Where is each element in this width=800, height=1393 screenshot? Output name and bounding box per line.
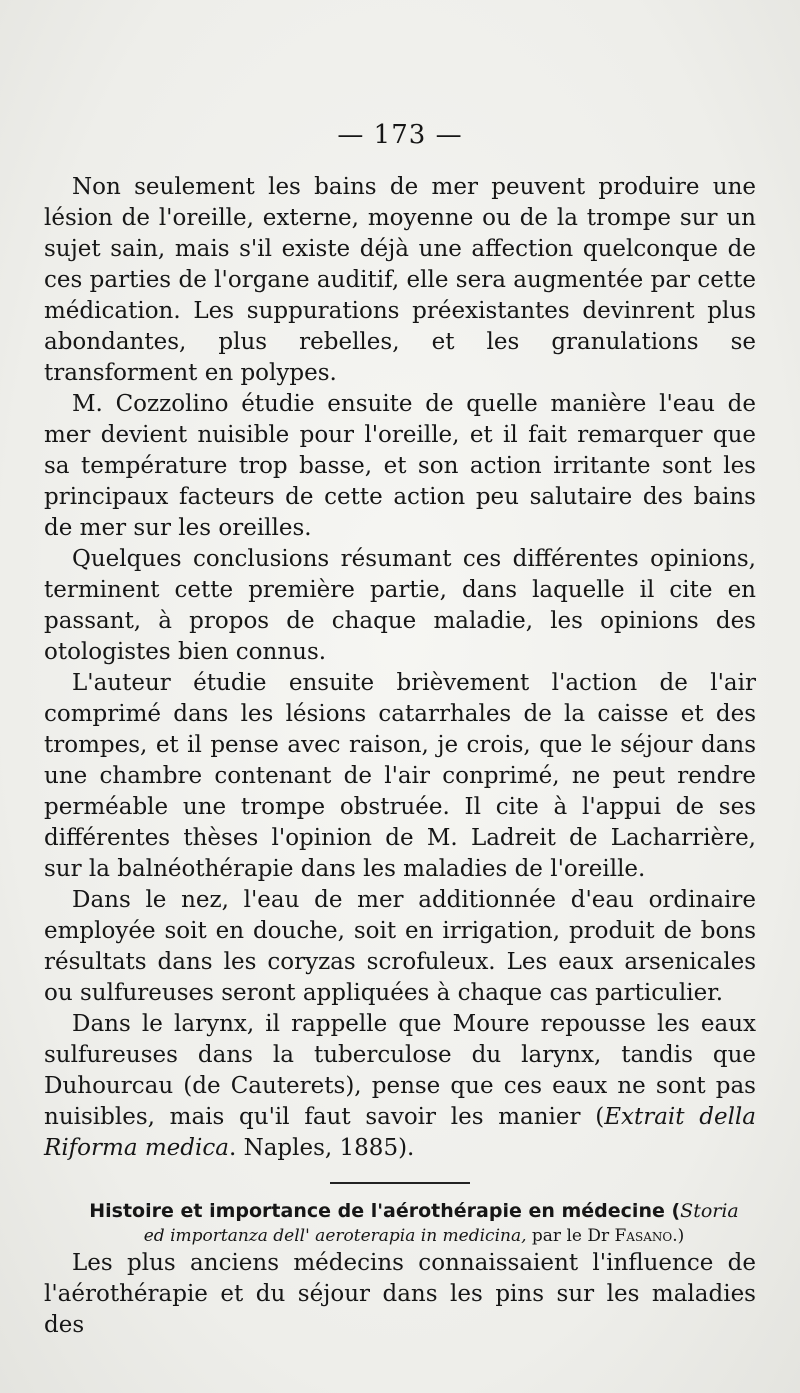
section-subtitle-italic: ed importanza dell' aeroterapia in medicina, [143,1226,527,1246]
paragraph-5: Dans le nez, l'eau de mer additionnée d'eau ordinaire employée soit en douche, soit en irrigation, produit de bons résultats dans les coryzas scrofuleux. Les eaux arsenicales ou sulfureuses seront appliquées à chaque cas particulier. [44,887,756,1006]
citation-title: Extrait della Riforma medica [44,1104,756,1161]
section-author: Fasano [614,1226,673,1246]
body-text [44,172,756,1341]
section-subtitle [44,1224,756,1248]
section-divider [330,1182,470,1184]
section-title-paren: ( [664,1200,681,1222]
paragraph-3: Quelques conclusions résumant ces différentes opinions, terminent cette première partie, dans laquelle il cite en passant, à propos de chaque maladie, les opinions des otologistes bien connus. [44,546,756,665]
paragraph-4: L'auteur étudie ensuite brièvement l'action de l'air comprimé dans les lésions catarrhales de la caisse et des trompes, et il pense avec raison, je crois, que le séjour dans une chambre contenant de l'air conprimé, ne peut rendre perméable une trompe obstruée. Il cite à l'appui de ses différentes thèses l'opinion de M. Ladreit de Lacharrière, sur la balnéothérapie dans les maladies de l'oreille. [44,670,756,882]
section-subtitle-close: .) [672,1226,685,1246]
paragraph-6 [44,1009,756,1164]
section-title-text: Histoire et importance de l'aérothérapie en médecine [89,1200,665,1222]
page-number: — 173 — [337,120,463,150]
paragraph-1: Non seulement les bains de mer peuvent produire une lésion de l'oreille, externe, moyenne ou de la trompe sur un sujet sain, mais s'il existe déjà une affection quelconque de ces parties de l'organe auditif, elle sera augmentée par cette médication. Les suppurations préexistantes devinrent plus abondantes, plus rebelles, et les granulations se transforment en polypes. [44,174,756,386]
citation-tail: . Naples, 1885). [228,1135,415,1161]
paragraph-7: Les plus anciens médecins connaissaient l'influence de l'aérothérapie et du séjour dans les pins sur les maladies des [44,1250,756,1338]
section-subtitle-by: par le Dr [526,1226,615,1246]
section-title-italic: Storia [680,1200,739,1222]
paragraph-2: M. Cozzolino étudie ensuite de quelle manière l'eau de mer devient nuisible pour l'oreille, et il fait remarquer que sa température trop basse, et son action irritante sont les principaux facteurs de cette action peu salutaire des bains de mer sur les oreilles. [44,391,756,541]
paragraph-6-text: Dans le larynx, il rappelle que Moure repousse les eaux sulfureuses dans la tuberculose du larynx, tandis que Duhourcau (de Cauterets), pense que ces eaux ne sont pas nuisibles, mais qu'il faut savoir les manier ( [44,1011,756,1130]
section-title [44,1198,756,1224]
